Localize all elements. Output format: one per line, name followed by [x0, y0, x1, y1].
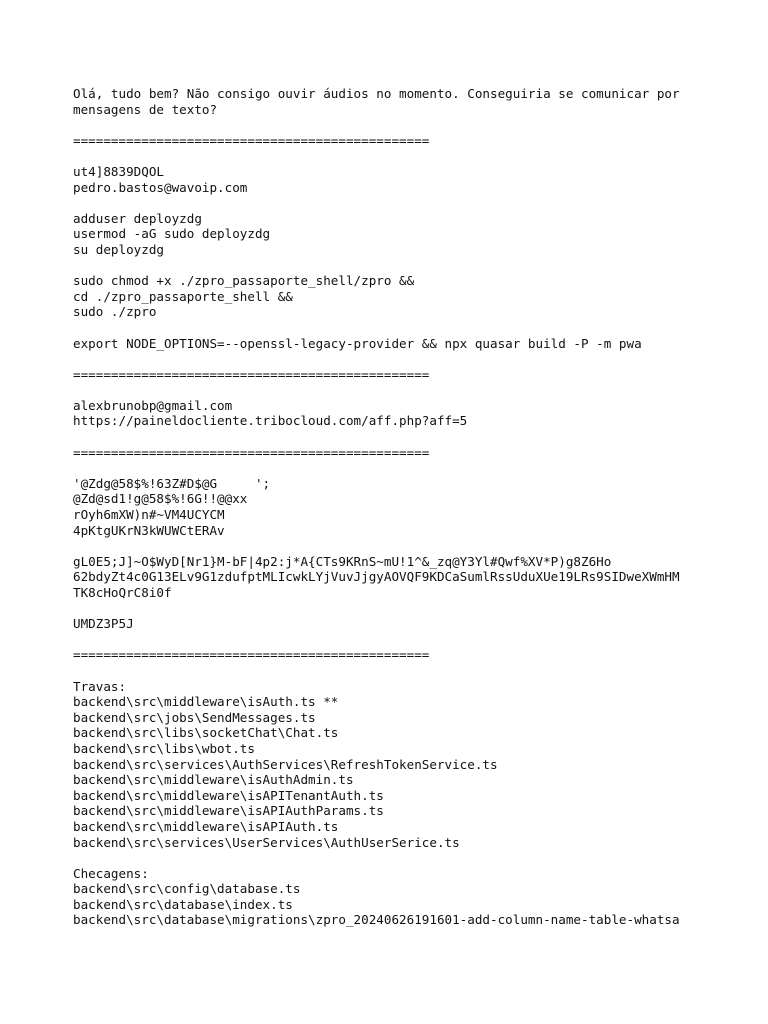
text-line: backend\src\database\migrations\zpro_20240626191601-add-column-name-table-whatsa — [73, 912, 680, 928]
text-block — [73, 554, 753, 601]
text-block — [73, 273, 753, 320]
blank-line — [73, 382, 753, 398]
text-line: backend\src\middleware\isAuthAdmin.ts — [73, 772, 354, 788]
text-line: 4pKtgUKrN3kWUWCtERAv — [73, 522, 225, 538]
text-line: backend\src\services\UserServices\AuthUserSerice.ts — [73, 834, 460, 850]
text-block — [73, 164, 753, 195]
text-line: 62bdyZt4c0G13ELv9G1zdufptMLIcwkLYjVuvJjgyAOVQF9KDCaSumlRssUduXUe19LRs9SIDweXWmHM — [73, 569, 680, 585]
text-block — [73, 398, 753, 429]
blank-line — [73, 320, 753, 336]
text-line: gL0E5;J]~O$WyD[Nr1}M-bF|4p2:j*A{CTs9KRnS~mU!1^&_zq@Y3Yl#Qwf%XV*P)g8Z6Ho — [73, 553, 612, 569]
blank-line — [73, 850, 753, 866]
text-block — [73, 86, 753, 117]
blank-line — [73, 148, 753, 164]
text-line: backend\src\services\AuthServices\RefreshTokenService.ts — [73, 756, 498, 772]
text-line: backend\src\database\index.ts — [73, 896, 293, 912]
text-line: backend\src\middleware\isAPIAuth.ts — [73, 818, 339, 834]
text-line: backend\src\libs\wbot.ts — [73, 740, 255, 756]
text-block — [73, 616, 753, 632]
text-line: ut4]8839DQOL — [73, 163, 164, 179]
text-line: =============================================== — [73, 132, 430, 148]
text-line: =============================================== — [73, 444, 430, 460]
blank-line — [73, 195, 753, 211]
text-line: adduser deployzdg — [73, 210, 202, 226]
blank-line — [73, 538, 753, 554]
text-line: sudo chmod +x ./zpro_passaporte_shell/zpro && — [73, 273, 415, 289]
text-line: usermod -aG sudo deployzdg — [73, 226, 271, 242]
blank-line — [73, 663, 753, 679]
text-line: pedro.bastos@wavoip.com — [73, 179, 248, 195]
blank-line — [73, 117, 753, 133]
blank-line — [73, 460, 753, 476]
text-line: mensagens de texto? — [73, 101, 218, 117]
text-line: backend\src\middleware\isAPIAuthParams.ts — [73, 803, 384, 819]
text-line: alexbrunobp@gmail.com — [73, 397, 233, 413]
blank-line — [73, 258, 753, 274]
text-line: Travas: — [73, 678, 127, 694]
text-line: =============================================== — [73, 647, 430, 663]
text-document — [73, 86, 753, 928]
text-line: export NODE_OPTIONS=--openssl-legacy-provider && npx quasar build -P -m pwa — [73, 335, 642, 351]
text-line: su deployzdg — [73, 241, 164, 257]
text-line: rOyh6mXW)n#~VM4UCYCM — [73, 507, 225, 523]
text-block — [73, 133, 753, 149]
text-block — [73, 445, 753, 461]
text-line: UMDZ3P5J — [73, 616, 134, 632]
text-line: @Zd@sd1!g@58$%!6G!!@@xx — [73, 491, 248, 507]
text-line: https://paineldocliente.tribocloud.com/aff.php?aff=5 — [73, 413, 468, 429]
text-block — [73, 336, 753, 352]
text-line: backend\src\jobs\SendMessages.ts — [73, 709, 316, 725]
text-line: TK8cHoQrC8i0f — [73, 585, 172, 600]
text-line: Olá, tudo bem? Não consigo ouvir áudios no momento. Conseguiria se comunicar por — [73, 86, 680, 101]
text-line: sudo ./zpro — [73, 304, 157, 320]
text-block — [73, 367, 753, 383]
text-block — [73, 476, 753, 538]
text-line: backend\src\libs\socketChat\Chat.ts — [73, 725, 339, 741]
text-line: cd ./zpro_passaporte_shell && — [73, 288, 293, 304]
text-line: backend\src\middleware\isAuth.ts ** — [73, 694, 339, 710]
blank-line — [73, 429, 753, 445]
text-block — [73, 866, 753, 928]
text-block — [73, 647, 753, 663]
blank-line — [73, 351, 753, 367]
text-line: backend\src\config\database.ts — [73, 881, 301, 897]
text-line: '@Zdg@58$%!63Z#D$@G '; — [73, 475, 271, 491]
text-line: =============================================== — [73, 366, 430, 382]
text-line: Checagens: — [73, 865, 149, 881]
text-line: backend\src\middleware\isAPITenantAuth.ts — [73, 787, 384, 803]
text-block — [73, 679, 753, 851]
text-block — [73, 211, 753, 258]
blank-line — [73, 601, 753, 617]
blank-line — [73, 632, 753, 648]
